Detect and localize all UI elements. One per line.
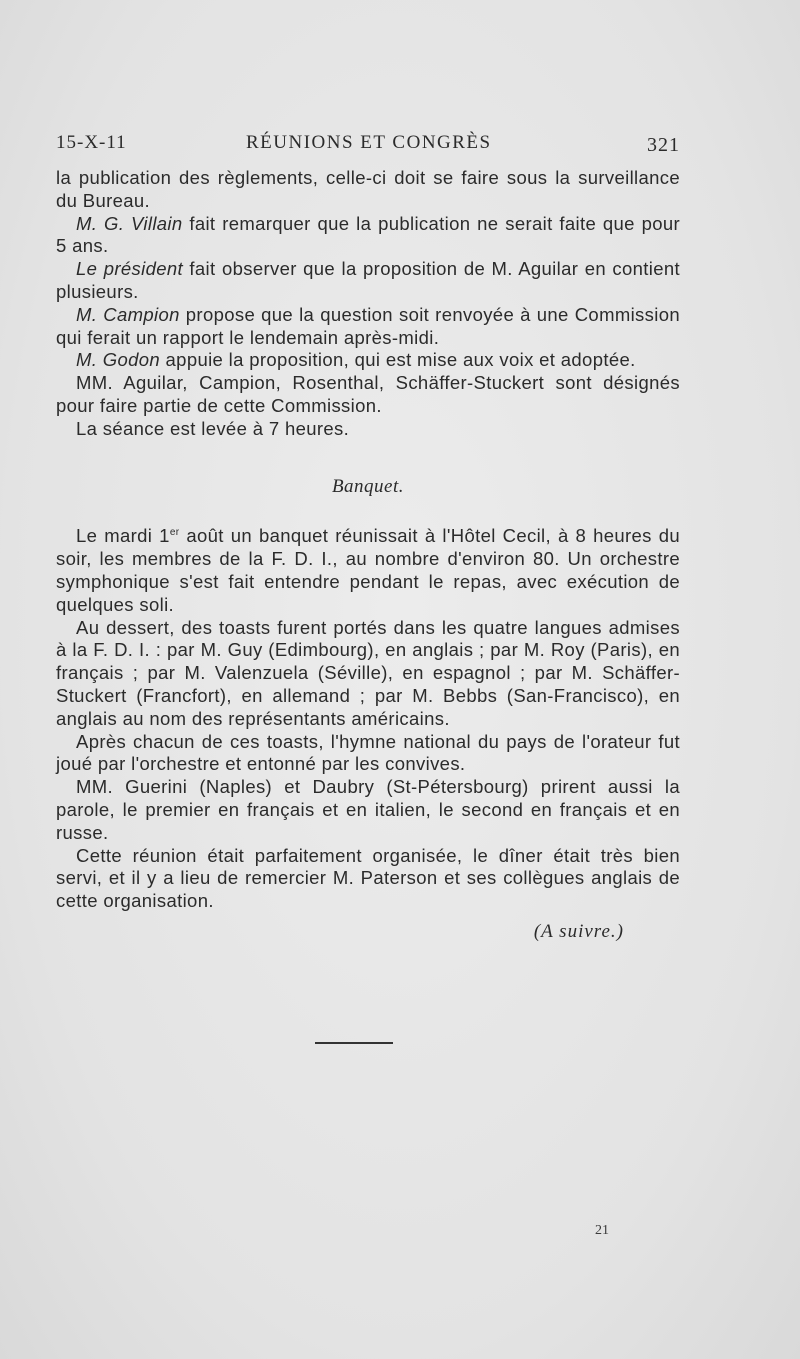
header-date: 15-X-11 [56, 132, 127, 153]
paragraph-text: propose que la question soit renvoyée à une Commission qui ferait un rapport le lendemain après-midi. [56, 303, 680, 348]
paragraph-organisation: Cette réunion était parfaitement organisée, le dîner était très bien servi, et il y a lieu de remercier M. Paterson et ses collègues anglais de cette organisation. [56, 844, 680, 912]
body-text [56, 167, 680, 944]
end-rule [315, 1042, 393, 1044]
paragraph-president [56, 258, 680, 304]
paragraph-seance-levee: La séance est levée à 7 heures. [76, 417, 350, 439]
continued-note: (A suivre.) [533, 920, 624, 942]
paragraph-banquet-intro [56, 525, 680, 616]
printer-signature-mark: 21 [595, 1223, 609, 1238]
speaker-name: M. Godon [76, 349, 161, 371]
paragraph-toasts: Au dessert, des toasts furent portés dans les quatre langues admises à la F. D. I. : par M. Guy (Edimbourg), en anglais ; par M. Roy (Paris), en français ; par M. Valenzuela (Séville), en espagnol ; par M. Schäffer-Stuckert (Francfort), en allemand ; par M. Bebbs (San-Francisco), en anglais au nom des représentants américains. [56, 616, 680, 729]
running-header [56, 132, 680, 158]
ordinal-superscript: er [169, 527, 180, 539]
paragraph-text: fait remarquer que la publication ne serait faite que pour 5 ans. [56, 212, 681, 257]
paragraph-godon [56, 349, 680, 372]
page-number: 321 [647, 134, 680, 156]
header-section-title: RÉUNIONS ET CONGRÈS [246, 132, 492, 153]
paragraph-text: fait observer que la proposition de M. Aguilar en contient plusieurs. [56, 258, 680, 302]
paragraph-commission: MM. Aguilar, Campion, Rosenthal, Schäffer-Stuckert sont désignés pour faire partie de cette Commission. [56, 372, 680, 416]
speaker-name: M. G. Villain [76, 212, 183, 234]
paragraph-continuation: la publication des règlements, celle-ci doit se faire sous la surveillance du Bureau. [56, 167, 680, 211]
speaker-name: Le président [76, 258, 183, 280]
paragraph-text: Le mardi 1 [76, 525, 170, 547]
paragraph-villain [56, 213, 680, 259]
section-title-banquet: Banquet. [331, 475, 405, 497]
paragraph-guerini-daubry: MM. Guerini (Naples) et Daubry (St-Pétersbourg) prirent aussi la parole, le premier en français et en italien, le second en français et en russe. [56, 776, 680, 843]
speaker-name: M. Campion [76, 303, 180, 325]
paragraph-hymne: Après chacun de ces toasts, l'hymne national du pays de l'orateur fut joué par l'orchestre et entonné par les convives. [56, 730, 680, 775]
paragraph-text: août un banquet réunissait à l'Hôtel Cecil, à 8 heures du soir, les membres de la F. D. I., au nombre d'environ 80. Un orchestre symphonique s'est fait entendre pendant le repas, avec exécution de quelques soli. [56, 525, 681, 615]
paragraph-text: appuie la proposition, qui est mise aux voix et adoptée. [160, 349, 636, 371]
paragraph-campion [56, 304, 680, 350]
